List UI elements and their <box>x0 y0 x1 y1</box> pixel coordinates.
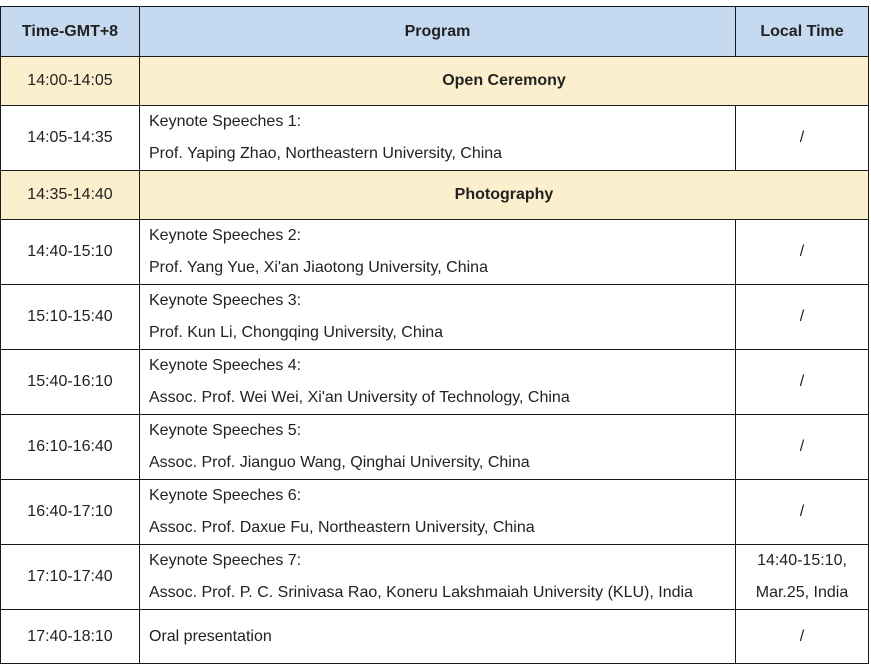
local-time-cell: / <box>736 610 869 664</box>
program-cell <box>140 480 736 545</box>
local-time-cell: / <box>736 350 869 415</box>
table-row <box>1 480 869 545</box>
talk-title: Keynote Speeches 5: <box>149 422 302 439</box>
program-cell <box>140 285 736 350</box>
speaker: Prof. Kun Li, Chongqing University, China <box>149 324 444 341</box>
talk-title: Oral presentation <box>149 627 272 645</box>
time-cell: 15:10-15:40 <box>1 285 140 350</box>
program-cell <box>140 350 736 415</box>
table-row-open-ceremony <box>1 57 869 106</box>
talk-title: Keynote Speeches 2: <box>149 227 302 244</box>
local-time-cell: / <box>736 480 869 545</box>
table-row <box>1 106 869 171</box>
program-cell <box>140 415 736 480</box>
header-program: Program <box>140 7 736 57</box>
speaker: Assoc. Prof. P. C. Srinivasa Rao, Koneru Lakshmaiah University (KLU), India <box>149 584 693 601</box>
talk-title: Keynote Speeches 3: <box>149 292 302 309</box>
local-time-cell <box>736 545 869 610</box>
local-time-cell: / <box>736 415 869 480</box>
local-date-line: Mar.25, India <box>755 584 849 601</box>
time-cell: 14:35-14:40 <box>1 171 140 220</box>
speaker: Prof. Yaping Zhao, Northeastern University, China <box>149 145 503 162</box>
time-cell: 17:10-17:40 <box>1 545 140 610</box>
header-time: Time-GMT+8 <box>1 7 140 57</box>
table-row <box>1 545 869 610</box>
talk-title: Keynote Speeches 4: <box>149 357 302 374</box>
local-time-cell: / <box>736 106 869 171</box>
local-time-line: 14:40-15:10, <box>757 552 847 569</box>
local-time-cell: / <box>736 285 869 350</box>
program-cell <box>140 220 736 285</box>
local-time-cell: / <box>736 220 869 285</box>
speaker: Prof. Yang Yue, Xi'an Jiaotong University, China <box>149 259 488 276</box>
time-cell: 15:40-16:10 <box>1 350 140 415</box>
table-row <box>1 285 869 350</box>
section-title: Open Ceremony <box>140 57 869 106</box>
speaker: Assoc. Prof. Wei Wei, Xi'an University of Technology, China <box>149 389 570 406</box>
speaker: Assoc. Prof. Daxue Fu, Northeastern University, China <box>149 519 535 536</box>
schedule-table <box>0 6 869 664</box>
table-row <box>1 350 869 415</box>
table-row-photography <box>1 171 869 220</box>
header-row <box>1 7 869 57</box>
time-cell: 17:40-18:10 <box>1 610 140 664</box>
time-cell: 16:10-16:40 <box>1 415 140 480</box>
talk-title: Keynote Speeches 6: <box>149 487 302 504</box>
section-title: Photography <box>140 171 869 220</box>
program-cell <box>140 106 736 171</box>
time-cell: 14:05-14:35 <box>1 106 140 171</box>
header-local-time: Local Time <box>736 7 869 57</box>
table-row <box>1 415 869 480</box>
program-cell <box>140 610 736 664</box>
table-row <box>1 220 869 285</box>
program-cell <box>140 545 736 610</box>
talk-title: Keynote Speeches 7: <box>149 552 302 569</box>
time-cell: 16:40-17:10 <box>1 480 140 545</box>
talk-title: Keynote Speeches 1: <box>149 113 302 130</box>
table-row <box>1 610 869 664</box>
time-cell: 14:40-15:10 <box>1 220 140 285</box>
speaker: Assoc. Prof. Jianguo Wang, Qinghai University, China <box>149 454 530 471</box>
time-cell: 14:00-14:05 <box>1 57 140 106</box>
